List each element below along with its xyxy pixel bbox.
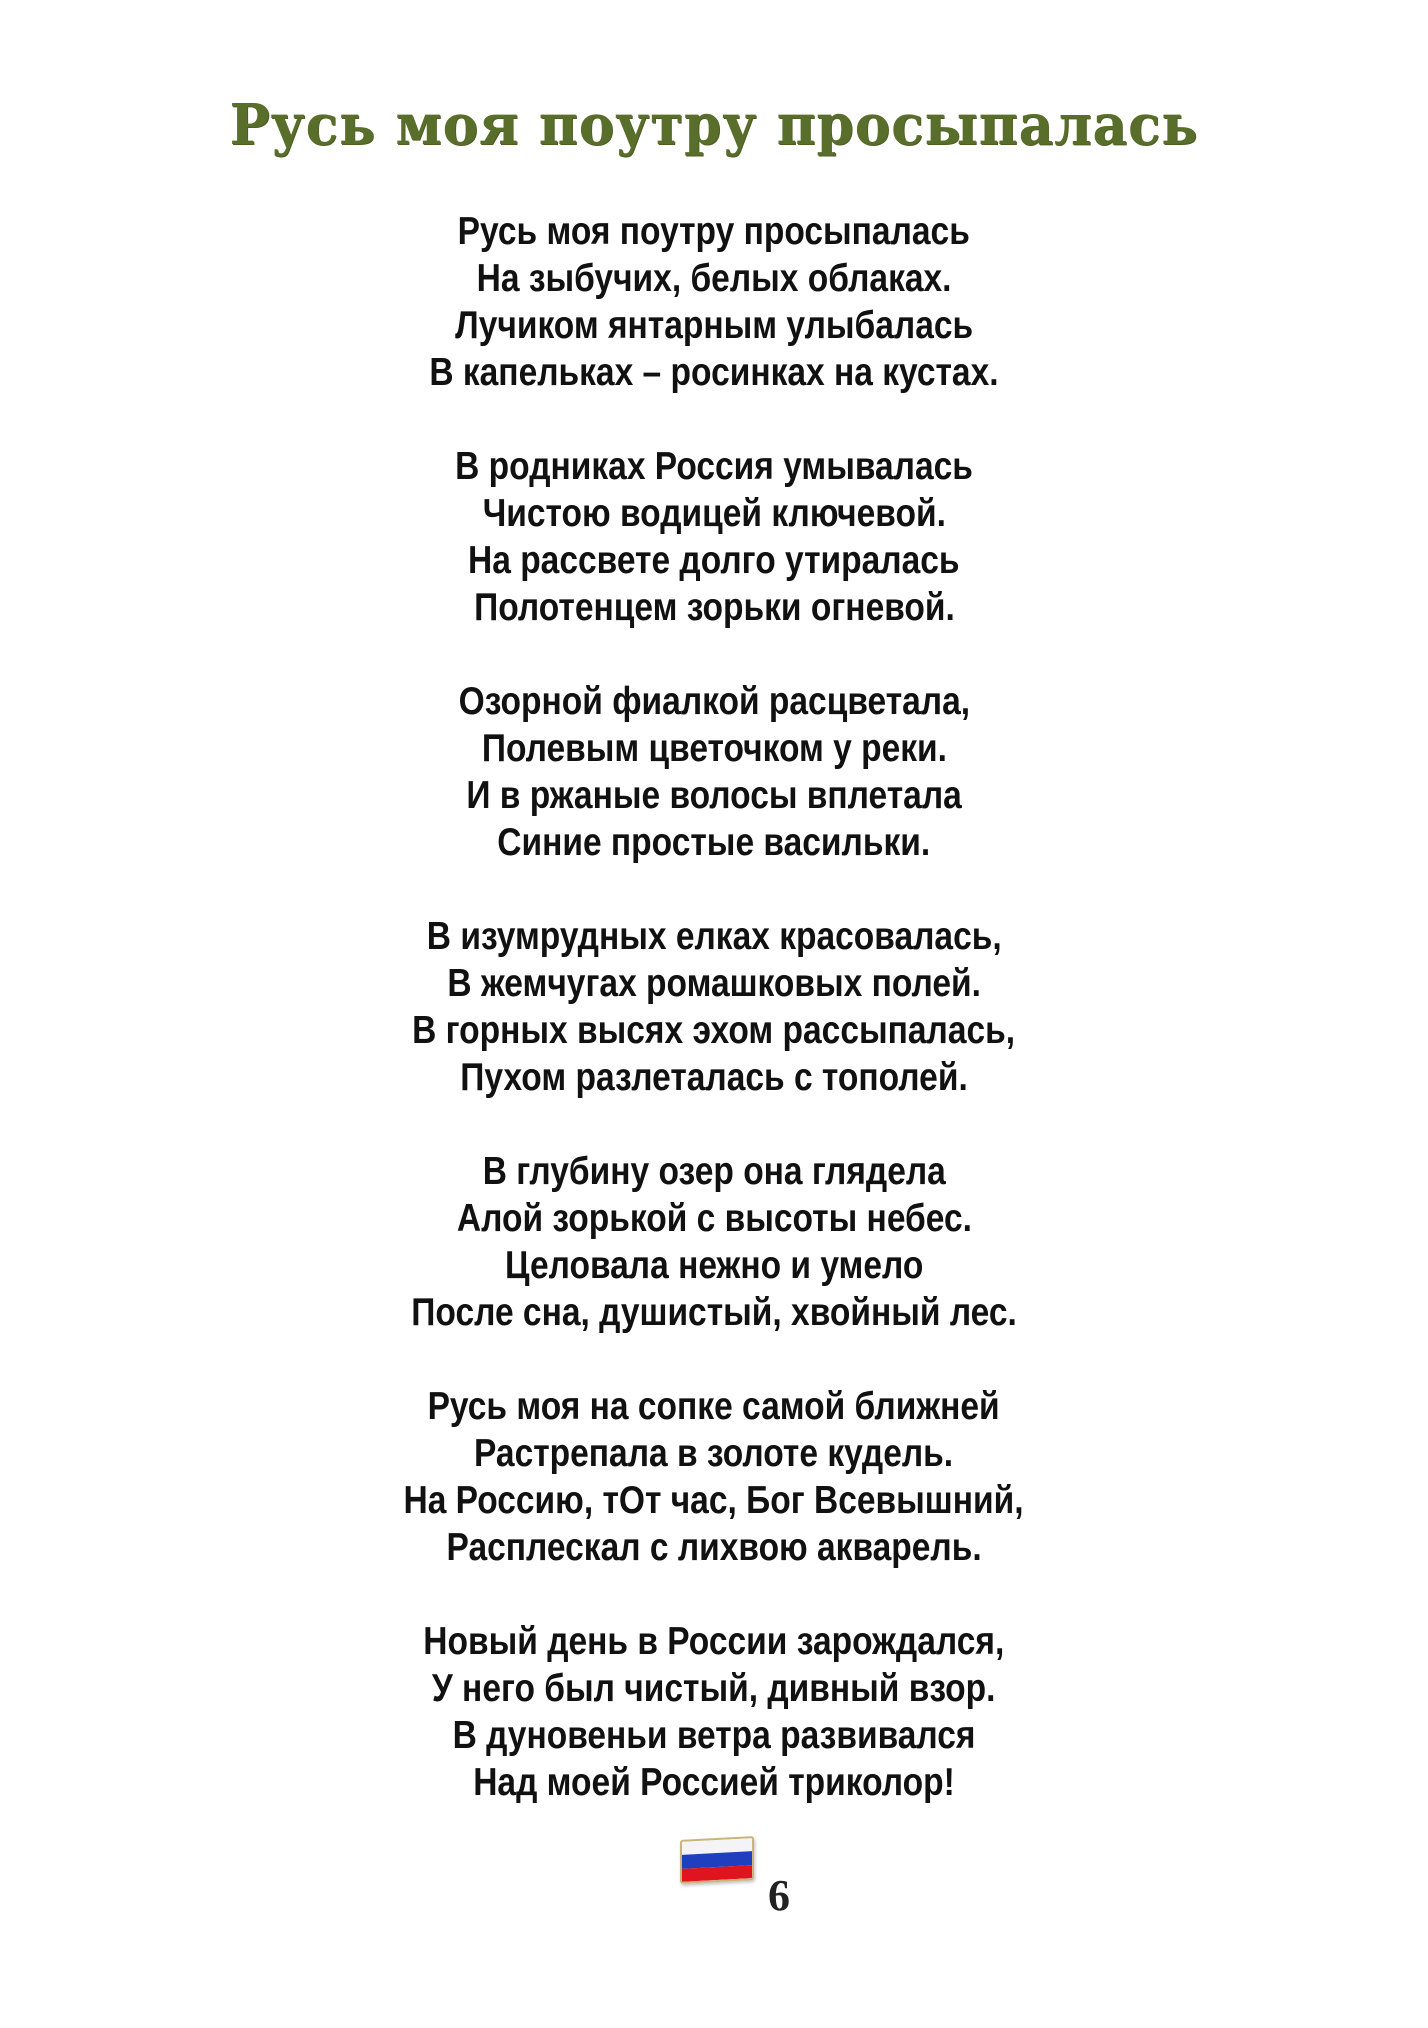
poem-line: Русь моя поутру просыпалась [457,210,971,253]
poem-title: Русь моя поутру просыпалась [229,92,1199,158]
poem-line: Озорной фиалкой расцветала, [458,680,970,723]
poem-line: Полевым цветочком у реки. [481,727,947,770]
poem-line: В родниках Россия умывалась [455,445,973,488]
poem-line: На Россию, тОт час, Бог Всевышний, [403,1479,1025,1522]
russian-flag-icon [680,1836,754,1884]
stanza [0,1618,1428,1806]
stanza [0,208,1428,396]
poem-line: Растрепала в золоте кудель. [474,1432,954,1475]
flag-stripe-red [682,1865,752,1882]
poem-line: В глубину озер она глядела [482,1150,946,1193]
poem-line: На зыбучих, белых облаках. [476,257,952,300]
poem-body [0,208,1428,1853]
poem-line: У него был чистый, дивный взор. [432,1667,996,1710]
poem-line: И в ржаные волосы вплетала [466,774,962,817]
poem-line: В жемчугах ромашковых полей. [447,962,981,1005]
poem-line: Русь моя на сопке самой ближней [427,1385,1001,1428]
poem-line: Расплескал с лихвою акварель. [446,1526,982,1569]
poem-line: Целовала нежно и умело [504,1244,924,1287]
stanza [0,443,1428,631]
stanza [0,678,1428,866]
stanza [0,1148,1428,1336]
poem-line: Полотенцем зорьки огневой. [473,586,955,629]
stanza [0,1383,1428,1571]
poem-line: В дуновеньи ветра развивался [452,1714,976,1757]
poem-line: В изумрудных елках красовалась, [426,915,1002,958]
poem-line: Пухом разлеталась с тополей. [460,1056,968,1099]
poem-line: Чистою водицей ключевой. [482,492,946,535]
poem-line: В капельках – росинках на кустах. [429,351,999,394]
poem-line: На рассвете долго утиралась [468,539,960,582]
poem-line: Над моей Россией триколор! [473,1761,955,1804]
poem-line: Лучиком янтарным улыбалась [455,304,973,347]
page-number: 6 [768,1871,790,1920]
stanza [0,913,1428,1101]
poem-line: Новый день в России зарождался, [423,1620,1005,1663]
poem-line: Синие простые васильки. [497,821,931,864]
poem-line: В горных высях эхом рассыпалась, [412,1009,1016,1052]
poem-line: После сна, душистый, хвойный лес. [411,1291,1017,1334]
poem-line: Алой зорькой с высоты небес. [456,1197,972,1240]
